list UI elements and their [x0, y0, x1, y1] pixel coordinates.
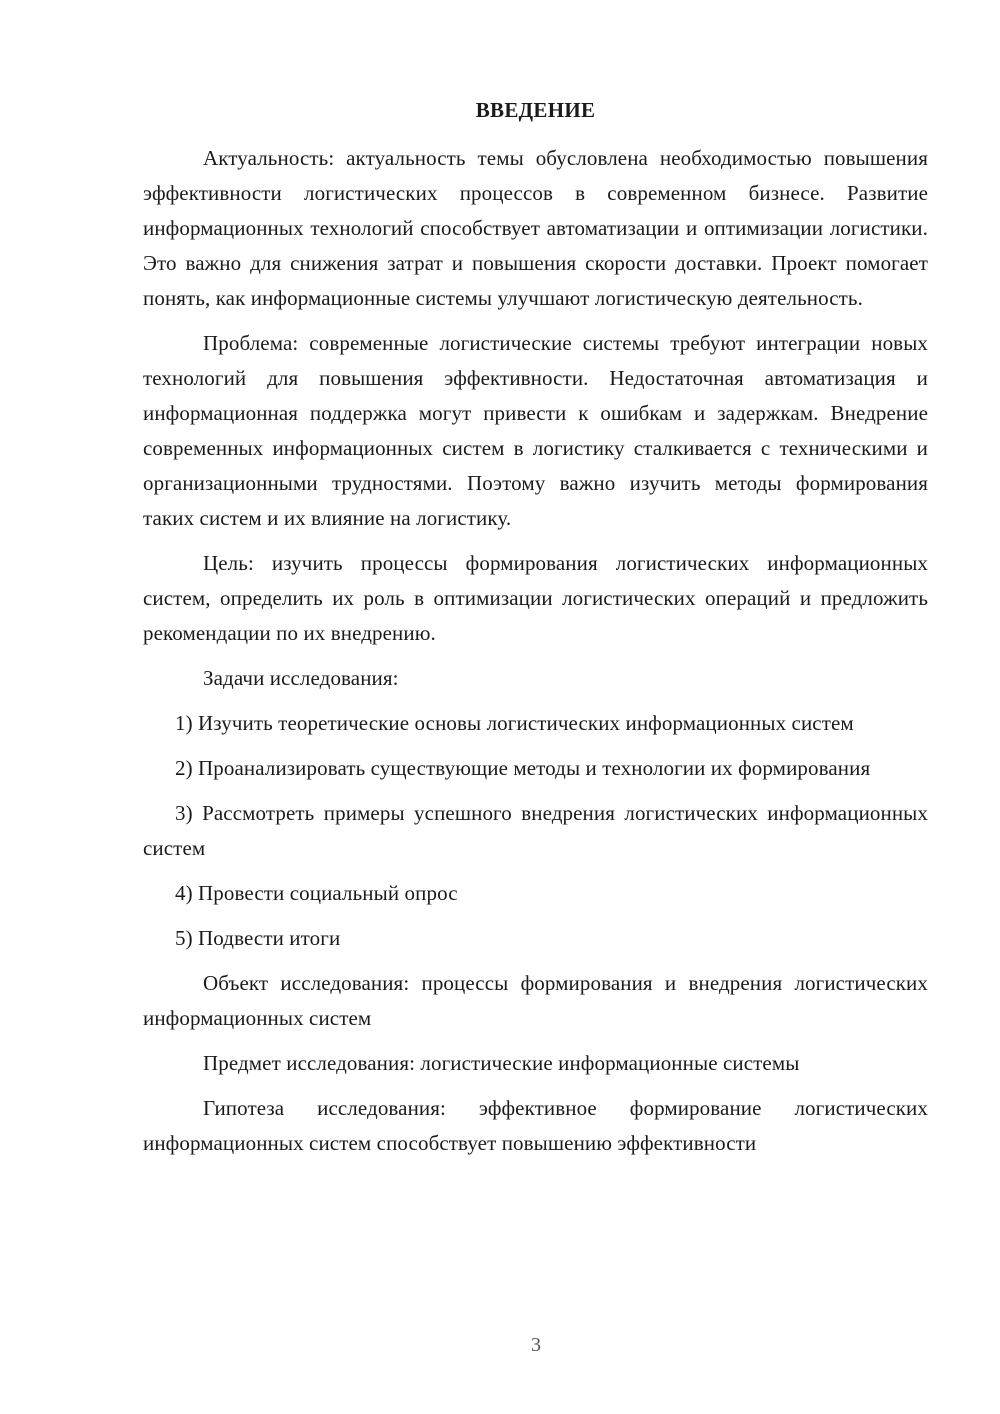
object-paragraph: Объект исследования: процессы формирования и внедрения логистических информационных систем: [143, 971, 928, 1030]
page-content: [143, 95, 928, 1171]
task-item-3: 3) Рассмотреть примеры успешного внедрения логистических информационных систем: [143, 801, 928, 860]
tasks-heading: Задачи исследования:: [203, 666, 399, 690]
task-item-2: 2) Проанализировать существующие методы и технологии их формирования: [175, 756, 871, 780]
task-item-4: 4) Провести социальный опрос: [175, 881, 458, 905]
goal-paragraph: Цель: изучить процессы формирования логистических информационных систем, определить их роль в оптимизации логистических операций и предложить рекомендации по их внедрению.: [143, 551, 928, 645]
relevance-paragraph: Актуальность: актуальность темы обусловлена необходимостью повышения эффективности логистических процессов в современном бизнесе. Развитие информационных технологий способствует автоматизации и оптимизации логистики. Это важно для снижения затрат и повышения скорости доставки. Проект помогает понять, как информационные системы улучшают логистическую деятельность.: [143, 146, 928, 310]
task-item-5: 5) Подвести итоги: [175, 926, 341, 950]
section-title: ВВЕДЕНИЕ: [475, 98, 596, 122]
subject-paragraph: Предмет исследования: логистические информационные системы: [203, 1051, 800, 1075]
task-item-1: 1) Изучить теоретические основы логистических информационных систем: [175, 711, 854, 735]
page-number: 3: [531, 1334, 541, 1356]
hypothesis-paragraph: Гипотеза исследования: эффективное формирование логистических информационных систем способствует повышению эффективности: [143, 1096, 928, 1155]
problem-paragraph: Проблема: современные логистические системы требуют интеграции новых технологий для повышения эффективности. Недостаточная автоматизация и информационная поддержка могут привести к ошибкам и задержкам. Внедрение современных информационных систем в логистику сталкивается с техническими и организационными трудностями. Поэтому важно изучить методы формирования таких систем и их влияние на логистику.: [143, 331, 928, 530]
